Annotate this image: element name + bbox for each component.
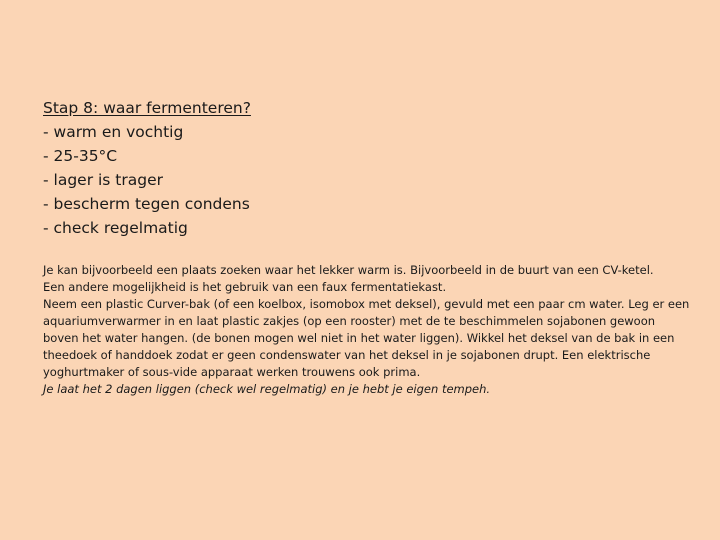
bullet-item: - check regelmatig — [43, 219, 188, 237]
paragraph-closing — [43, 381, 683, 398]
bullet-item: - bescherm tegen condens — [43, 195, 250, 213]
text-line: yoghurtmaker of sous-vide apparaat werken trouwens ook prima. — [43, 365, 421, 379]
text-line: Je kan bijvoorbeeld een plaats zoeken waar het lekker warm is. Bijvoorbeeld in de buurt van een CV-ketel. — [43, 263, 654, 277]
closing-line: Je laat het 2 dagen liggen (check wel regelmatig) en je hebt je eigen tempeh. — [43, 382, 491, 396]
text-line: theedoek of handdoek zodat er geen condenswater van het deksel in je sojabonen drupt. Een elektrische — [43, 348, 651, 362]
heading-block — [43, 96, 683, 240]
text-line: boven het water hangen. (de bonen mogen wel niet in het water liggen). Wikkel het deksel van de bak in een — [43, 331, 675, 345]
bullet-item: - 25-35°C — [43, 147, 118, 165]
text-line: Neem een plastic Curver-bak (of een koelbox, isomobox met deksel), gevuld met een paar cm water. Leg er een — [43, 297, 690, 311]
slide-title: Stap 8: waar fermenteren? — [43, 99, 251, 117]
paragraph-location — [43, 262, 683, 296]
bullet-list — [43, 120, 683, 240]
body-text — [43, 262, 690, 398]
text-line: Een andere mogelijkheid is het gebruik van een faux fermentatiekast. — [43, 280, 447, 294]
bullet-item: - warm en vochtig — [43, 123, 184, 141]
text-line: aquariumverwarmer in en laat plastic zakjes (op een rooster) met de te beschimmelen sojabonen gewoon — [43, 314, 656, 328]
paragraph-instructions — [43, 296, 690, 381]
bullet-item: - lager is trager — [43, 171, 164, 189]
